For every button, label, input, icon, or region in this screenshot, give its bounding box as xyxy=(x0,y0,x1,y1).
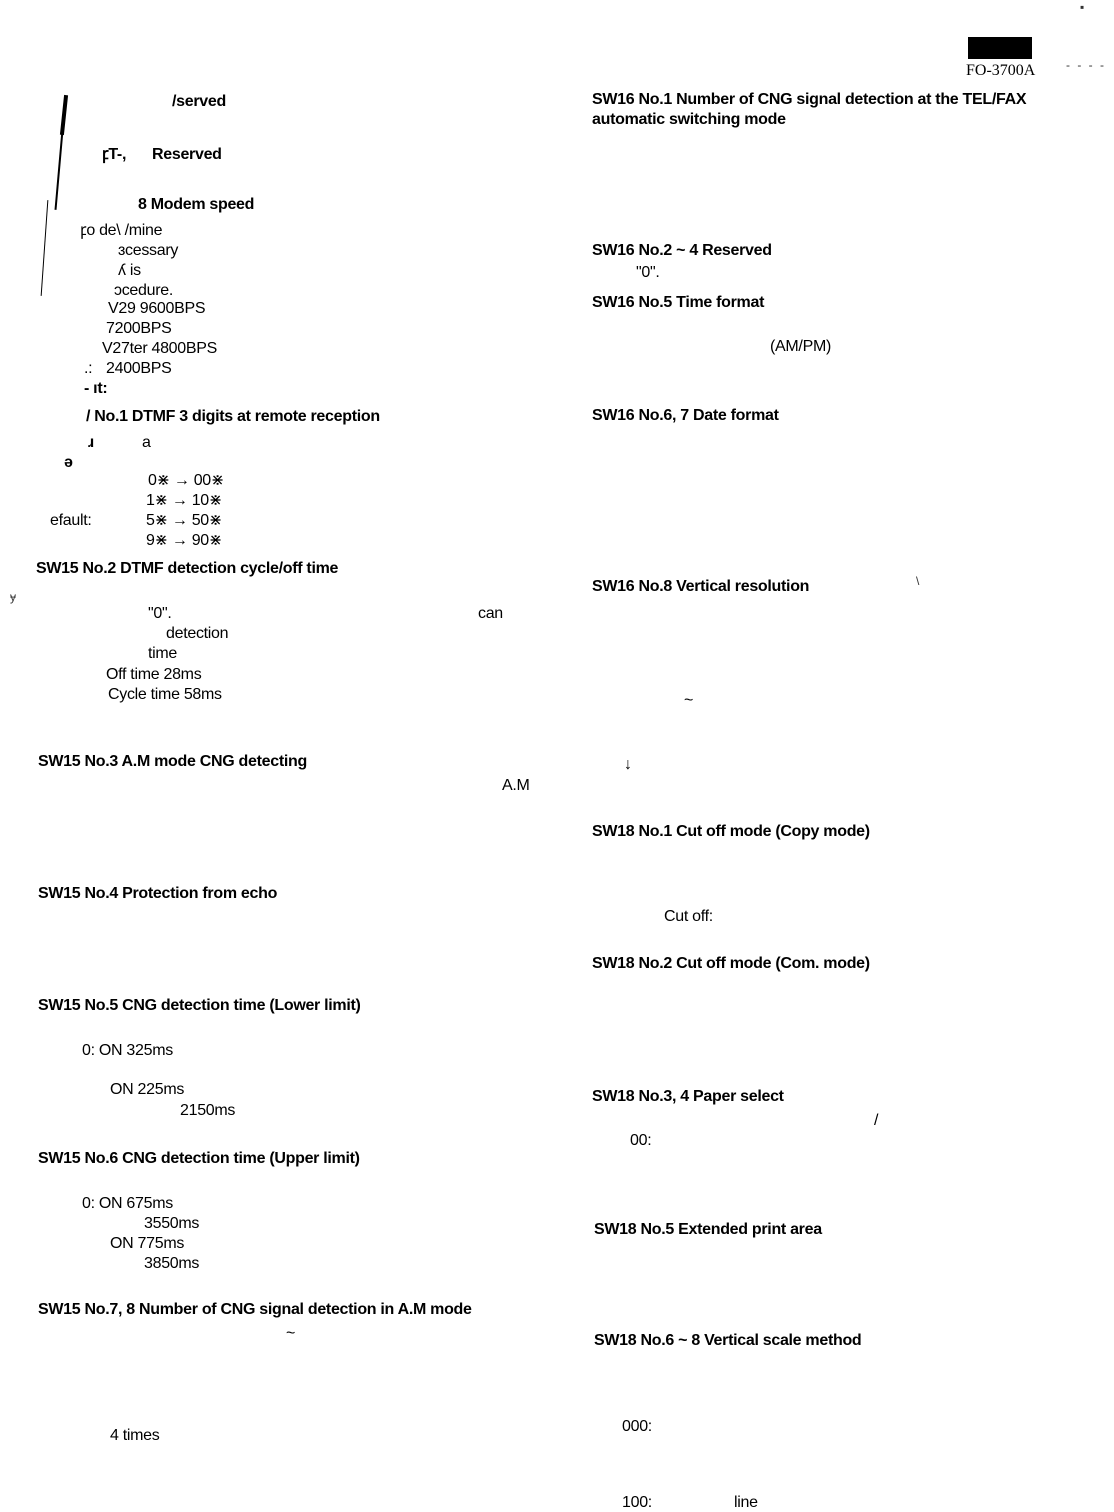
cng-lower-line-2: ON 225ms xyxy=(110,1081,185,1098)
sw16-5-title: SW16 No.5 Time format xyxy=(592,294,765,311)
scan-line-2 xyxy=(55,130,64,210)
cng-upper-line-2: 3550ms xyxy=(144,1215,200,1232)
sw14-reserved-prefix: ꝼT-, xyxy=(102,146,127,163)
header-black-box xyxy=(968,37,1032,59)
modem-speed-title: 8 Modem speed xyxy=(138,196,255,213)
cng-count-tilde: ~ xyxy=(286,1325,296,1342)
dtmf-cycle-title: SW15 No.2 DTMF detection cycle/off time xyxy=(36,560,339,577)
sw18-34-00: 00: xyxy=(630,1132,652,1149)
dtmf3-title: / No.1 DTMF 3 digits at remote reception xyxy=(86,408,380,425)
sw18-68-000: 000: xyxy=(622,1418,652,1435)
sw16-2-zero: "0". xyxy=(636,264,660,281)
modem-value-2400: 2400BPS xyxy=(106,360,172,377)
sw18-2-title: SW18 No.2 Cut off mode (Com. mode) xyxy=(592,955,870,972)
cng-count-times: 4 times xyxy=(110,1427,160,1444)
sw18-5-title: SW18 No.5 Extended print area xyxy=(594,1221,822,1238)
echo-title: SW15 No.4 Protection from echo xyxy=(38,885,278,902)
dtmf-cycle-zero: "0". xyxy=(148,605,172,622)
sw18-34-slash: / xyxy=(874,1112,879,1129)
sw16-1-title-line1: SW16 No.1 Number of CNG signal detection at the TEL/FAX xyxy=(592,91,1027,108)
dtmf3-map-0: 0⋇ → 00⋇ xyxy=(148,472,224,489)
dtmf3-frag-1: ɹ xyxy=(88,434,94,451)
sw14-reserved-a: /served xyxy=(172,93,226,110)
cng-count-title: SW15 No.7, 8 Number of CNG signal detection in A.M mode xyxy=(38,1301,472,1318)
dtmf-cycle-line-4: Cycle time 58ms xyxy=(108,686,222,703)
modem-value-v27ter: V27ter 4800BPS xyxy=(102,340,217,357)
modem-line-4: ɔcedure. xyxy=(114,282,173,299)
modem-default: - ıt: xyxy=(84,380,108,397)
scan-mark-right-2: \ xyxy=(916,574,920,588)
dtmf-cycle-can: can xyxy=(478,605,503,622)
sw16-67-title: SW16 No.6, 7 Date format xyxy=(592,407,779,424)
sw18-1-title: SW18 No.1 Cut off mode (Copy mode) xyxy=(592,823,870,840)
modem-colon: .: xyxy=(84,360,93,377)
scan-mark-right: - - - ‐ xyxy=(1066,58,1106,72)
modem-line-2: ɜcessary xyxy=(118,242,179,259)
cng-lower-title: SW15 No.5 CNG detection time (Lower limit) xyxy=(38,997,361,1014)
modem-line-1: ꝼo de\ /mine xyxy=(80,222,163,239)
dtmf-cycle-line-3: Off time 28ms xyxy=(106,666,202,683)
sw14-reserved-b: Reserved xyxy=(152,146,222,163)
am-cng-am: A.M xyxy=(502,777,530,794)
cng-upper-line-4: 3850ms xyxy=(144,1255,200,1272)
dtmf3-default: efault: xyxy=(50,512,92,529)
cng-upper-title: SW15 No.6 CNG detection time (Upper limit) xyxy=(38,1150,360,1167)
am-cng-title: SW15 No.3 A.M mode CNG detecting xyxy=(38,753,307,770)
cng-upper-line-3: ON 775ms xyxy=(110,1235,185,1252)
cng-lower-line-3: 2150ms xyxy=(180,1102,236,1119)
scan-mark-top: ▪ xyxy=(1080,0,1085,14)
sw16-2-title: SW16 No.2 ~ 4 Reserved xyxy=(592,242,772,259)
sw16-8-title: SW16 No.8 Vertical resolution xyxy=(592,578,810,595)
sw18-68-100: 100: xyxy=(622,1494,652,1511)
dtmf3-map-5: 5⋇ → 50⋇ xyxy=(146,512,222,529)
scan-line-3 xyxy=(41,200,49,296)
sw18-34-title: SW18 No.3, 4 Paper select xyxy=(592,1088,784,1105)
dtmf-cycle-line-1: detection xyxy=(166,625,229,642)
dtmf3-frag-2: a xyxy=(142,434,151,451)
sw16-5-ampm: (AM/PM) xyxy=(770,338,832,355)
dtmf3-frag-3: ə xyxy=(64,454,73,471)
modem-line-3: ʎ is xyxy=(118,262,141,279)
dtmf3-map-9: 9⋇ → 90⋇ xyxy=(146,532,222,549)
modem-value-v29: V29 9600BPS xyxy=(108,300,206,317)
model-number: FO-3700A xyxy=(966,62,1036,79)
sw16-1-title-line2: automatic switching mode xyxy=(592,111,786,128)
dtmf-cycle-line-2: time xyxy=(148,645,178,662)
sw18-68-line: line xyxy=(734,1494,758,1511)
sw16-8-tilde: ~ xyxy=(684,692,694,709)
scan-mark-left-1: ɏ xyxy=(10,590,16,604)
sw16-8-arrow: ↓ xyxy=(624,756,632,773)
sw18-1-cutoff: Cut off: xyxy=(664,908,713,925)
dtmf3-map-1: 1⋇ → 10⋇ xyxy=(146,492,222,509)
cng-lower-line-1: 0: ON 325ms xyxy=(82,1042,173,1059)
cng-upper-line-1: 0: ON 675ms xyxy=(82,1195,173,1212)
sw18-68-title: SW18 No.6 ~ 8 Vertical scale method xyxy=(594,1332,862,1349)
modem-value-7200: 7200BPS xyxy=(106,320,172,337)
